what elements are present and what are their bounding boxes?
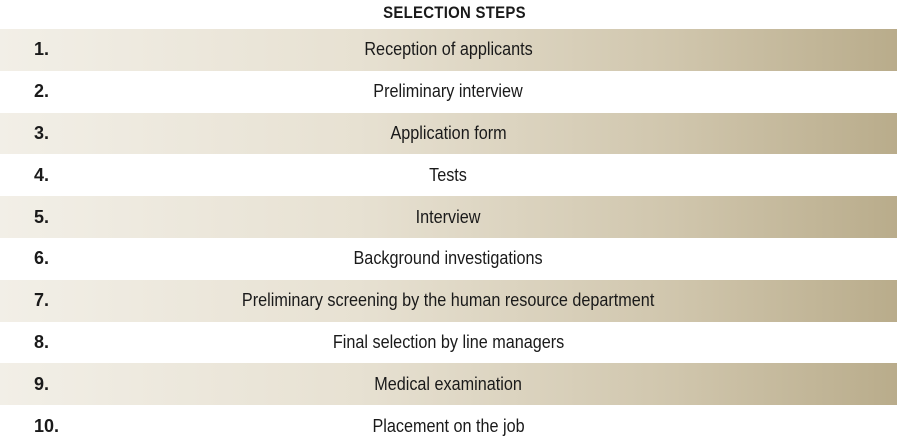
step-number: 9. — [34, 373, 50, 394]
table-row — [0, 363, 897, 405]
table-row — [0, 113, 897, 155]
table-row — [0, 154, 897, 196]
step-number: 8. — [34, 331, 50, 352]
step-label: Medical examination — [374, 373, 523, 394]
step-label: Final selection by line managers — [332, 331, 565, 352]
step-number: 1. — [34, 39, 50, 60]
step-number: 4. — [34, 164, 50, 185]
step-label: Preliminary screening by the human resource department — [242, 290, 655, 311]
step-label: Preliminary interview — [373, 81, 524, 102]
step-number: 10. — [34, 415, 60, 436]
step-number: 5. — [34, 206, 50, 227]
table-row — [0, 280, 897, 322]
step-label: Placement on the job — [372, 415, 525, 436]
table-row — [0, 196, 897, 238]
step-number: 2. — [34, 81, 50, 102]
table-row — [0, 29, 897, 71]
table-row — [0, 405, 897, 447]
step-label: Background investigations — [353, 248, 544, 269]
step-number: 7. — [34, 290, 50, 311]
step-label: Tests — [429, 164, 468, 185]
table-row — [0, 322, 897, 364]
step-number: 3. — [34, 122, 50, 143]
table-title: SELECTION STEPS — [383, 3, 526, 22]
step-number: 6. — [34, 248, 50, 269]
steps-list — [0, 29, 897, 447]
table-row — [0, 238, 897, 280]
table-row — [0, 71, 897, 113]
step-label: Application form — [390, 122, 507, 143]
step-label: Reception of applicants — [364, 39, 533, 60]
step-label: Interview — [416, 206, 481, 227]
